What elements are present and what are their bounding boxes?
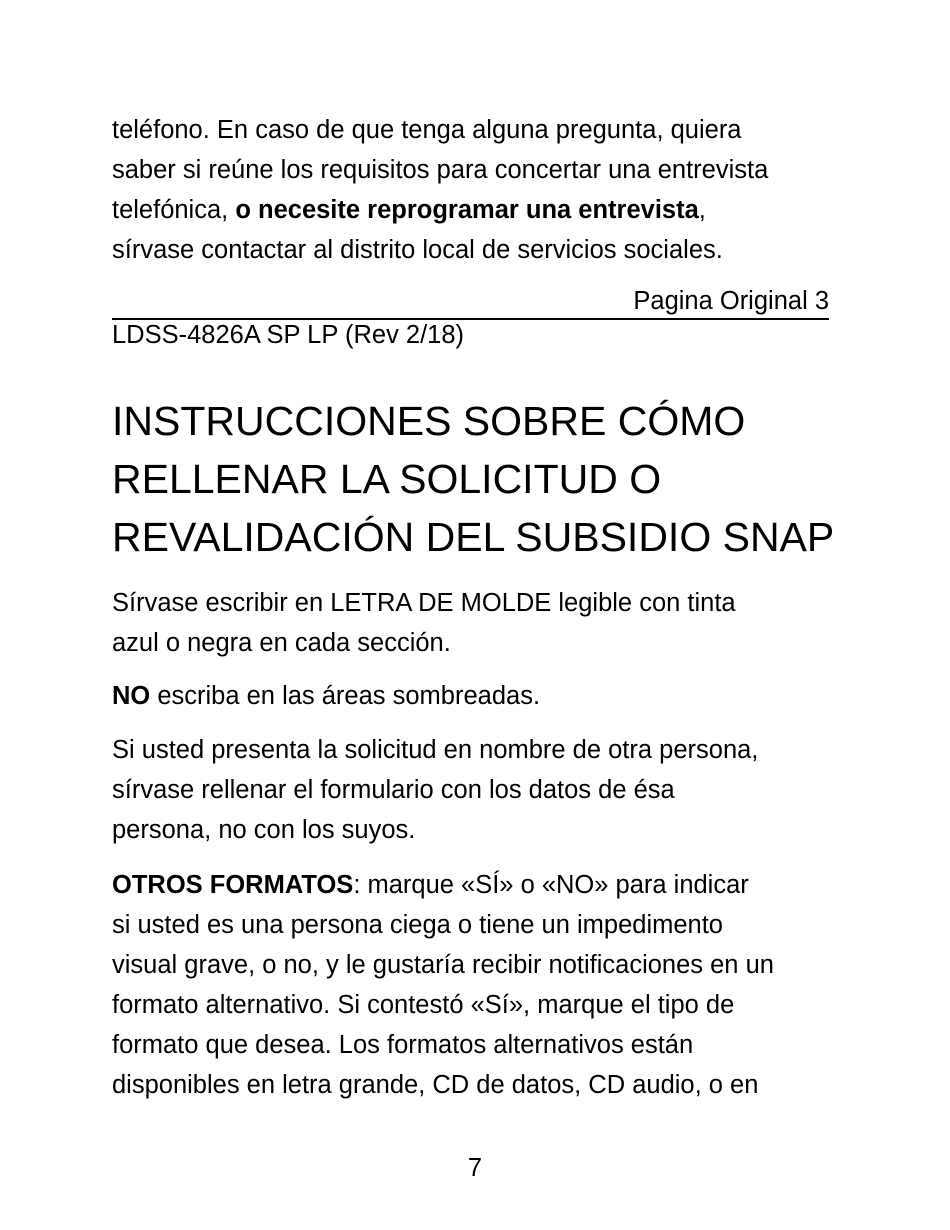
intro-line-3-suffix: , bbox=[698, 196, 706, 224]
formats-line-5: formato que desea. Los formatos alternativos están bbox=[112, 1031, 694, 1059]
print-line-2: azul o negra en cada sección. bbox=[112, 629, 451, 657]
behalf-line-2: sírvase rellenar el formulario con los datos de ésa bbox=[112, 776, 675, 804]
intro-line-3-prefix: telefónica, bbox=[112, 196, 236, 224]
formats-line-1 bbox=[112, 865, 852, 905]
shaded-areas-paragraph bbox=[112, 676, 852, 716]
page-number: 7 bbox=[467, 1154, 483, 1182]
intro-paragraph bbox=[112, 110, 852, 270]
form-code: LDSS-4826A SP LP (Rev 2/18) bbox=[112, 321, 465, 349]
shaded-bold-no: NO bbox=[112, 682, 151, 710]
shaded-text: escriba en las áreas sombreadas. bbox=[150, 682, 541, 710]
intro-line-2: saber si reúne los requisitos para concertar una entrevista bbox=[112, 156, 769, 184]
intro-line-3 bbox=[112, 190, 852, 230]
behalf-line-1: Si usted presenta la solicitud en nombre de otra persona, bbox=[112, 736, 759, 764]
print-line-1: Sírvase escribir en LETRA DE MOLDE legible con tinta bbox=[112, 589, 736, 617]
formats-line-4: formato alternativo. Si contestó «Sí», marque el tipo de bbox=[112, 991, 735, 1019]
intro-line-4: sírvase contactar al distrito local de servicios sociales. bbox=[112, 236, 723, 264]
formats-line-3: visual grave, o no, y le gustaría recibir notificaciones en un bbox=[112, 951, 774, 979]
behalf-line-3: persona, no con los suyos. bbox=[112, 816, 416, 844]
formats-bold-label: OTROS FORMATOS bbox=[112, 871, 354, 899]
formats-line-6: disponibles en letra grande, CD de datos, CD audio, o en bbox=[112, 1071, 759, 1099]
original-page-marker: Pagina Original 3 bbox=[112, 285, 829, 320]
other-formats-paragraph bbox=[112, 865, 852, 1105]
intro-bold-phrase: o necesite reprogramar una entrevista bbox=[235, 196, 699, 224]
intro-line-1: teléfono. En caso de que tenga alguna pregunta, quiera bbox=[112, 116, 742, 144]
formats-line-2: si usted es una persona ciega o tiene un impedimento bbox=[112, 911, 723, 939]
shaded-line bbox=[112, 676, 852, 716]
behalf-paragraph bbox=[112, 730, 852, 850]
heading-line-1: INSTRUCCIONES SOBRE CÓMO bbox=[112, 398, 746, 444]
formats-line-1-rest: : marque «SÍ» o «NO» para indicar bbox=[353, 871, 749, 899]
section-heading bbox=[112, 392, 872, 566]
heading-line-3: REVALIDACIÓN DEL SUBSIDIO SNAP bbox=[112, 514, 835, 560]
print-instructions-paragraph bbox=[112, 583, 852, 663]
heading-line-2: RELLENAR LA SOLICITUD O bbox=[112, 456, 662, 502]
